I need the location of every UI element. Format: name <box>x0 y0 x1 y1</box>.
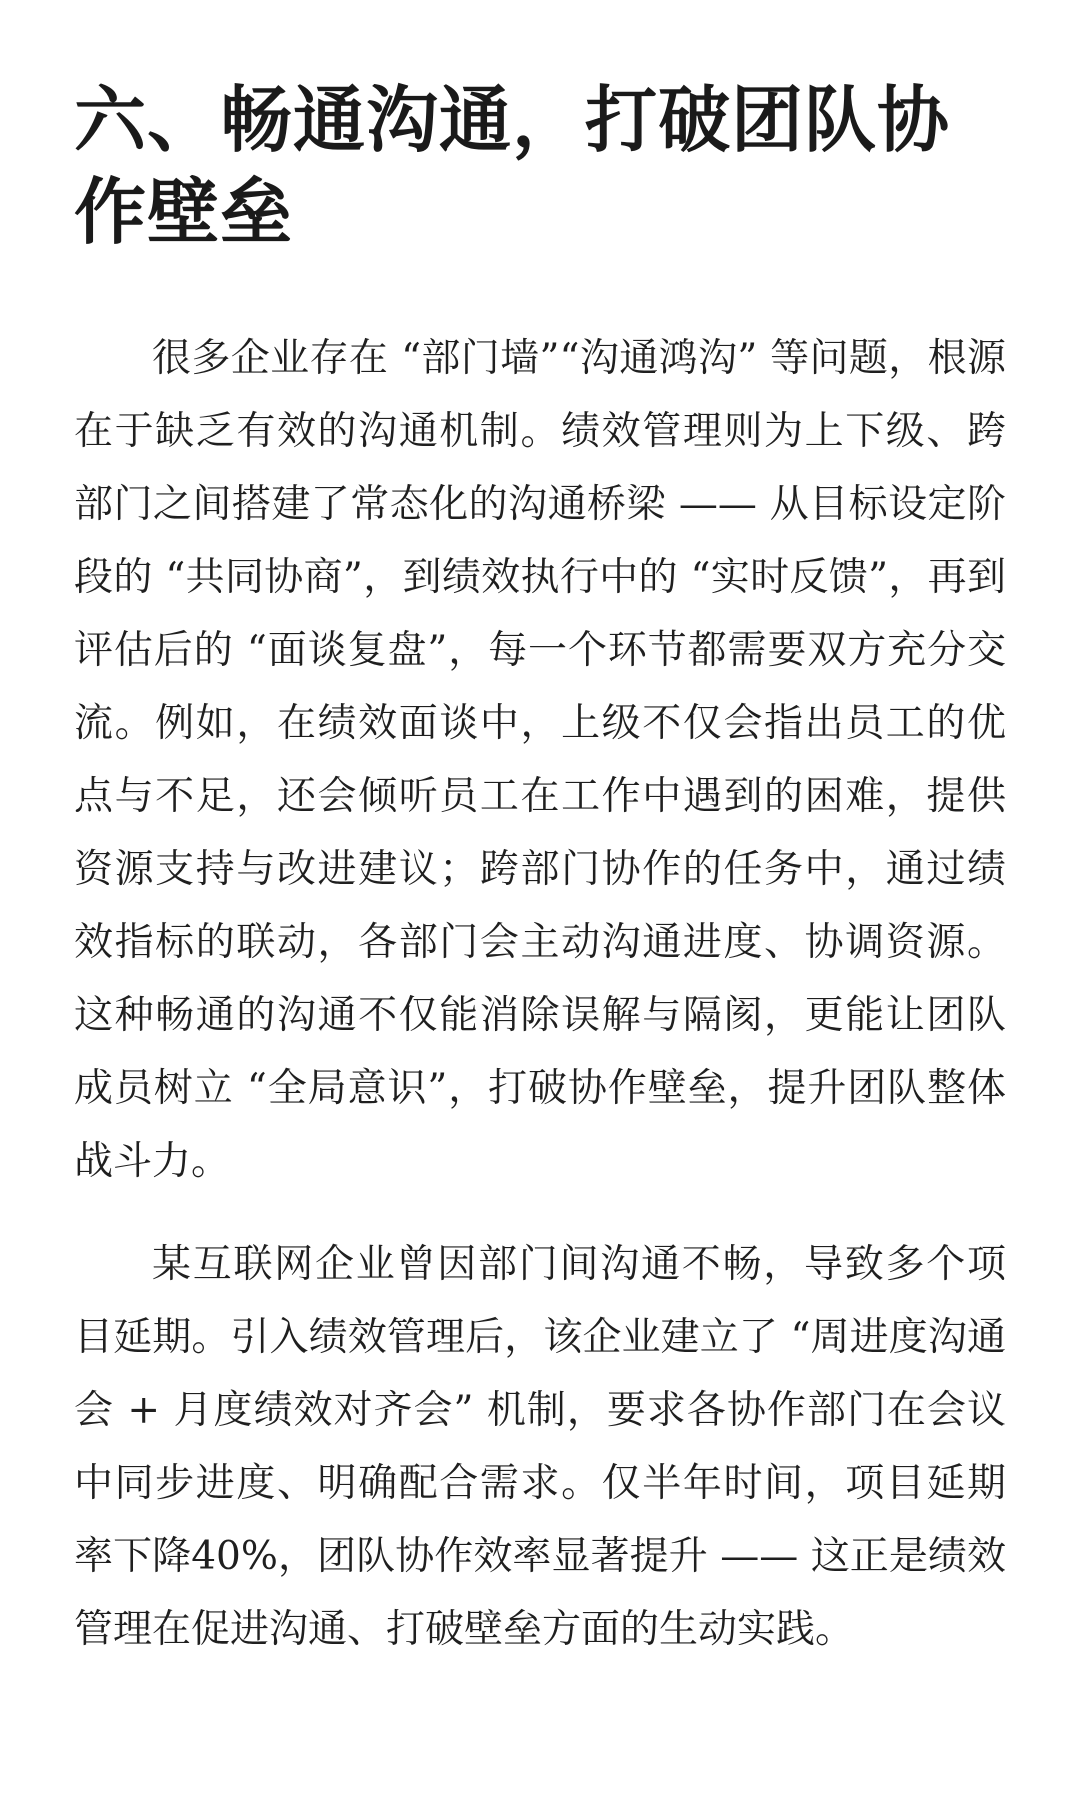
article-title: 六、畅通沟通，打破团队协作壁垒 <box>74 77 951 254</box>
article <box>74 74 1006 1666</box>
article-paragraph: 某互联网企业曾因部门间沟通不畅，导致多个项目延期。引入绩效管理后，该企业建立了 “周进度沟通会 + 月度绩效对齐会” 机制，要求各协作部门在会议中同步进度、明确配合需求。仅半年时间，项目延期率下降40%，团队协作效率显著提升 —— 这正是绩效管理在促进沟通、打破壁垒方面的生动实践。 <box>74 1242 1006 1652</box>
article-paragraph: 很多企业存在 “部门墙”“沟通鸿沟” 等问题，根源在于缺乏有效的沟通机制。绩效管理则为上下级、跨部门之间搭建了常态化的沟通桥梁 —— 从目标设定阶段的 “共同协商”，到绩效执行中的 “实时反馈”，再到评估后的 “面谈复盘”，每一个环节都需要双方充分交流。例如，在绩效面谈中，上级不仅会指出员工的优点与不足，还会倾听员工在工作中遇到的困难，提供资源支持与改进建议；跨部门协作的任务中，通过绩效指标的联动，各部门会主动沟通进度、协调资源。这种畅通的沟通不仅能消除误解与隔阂，更能让团队成员树立 “全局意识”，打破协作壁垒，提升团队整体战斗力。 <box>74 336 1006 1184</box>
